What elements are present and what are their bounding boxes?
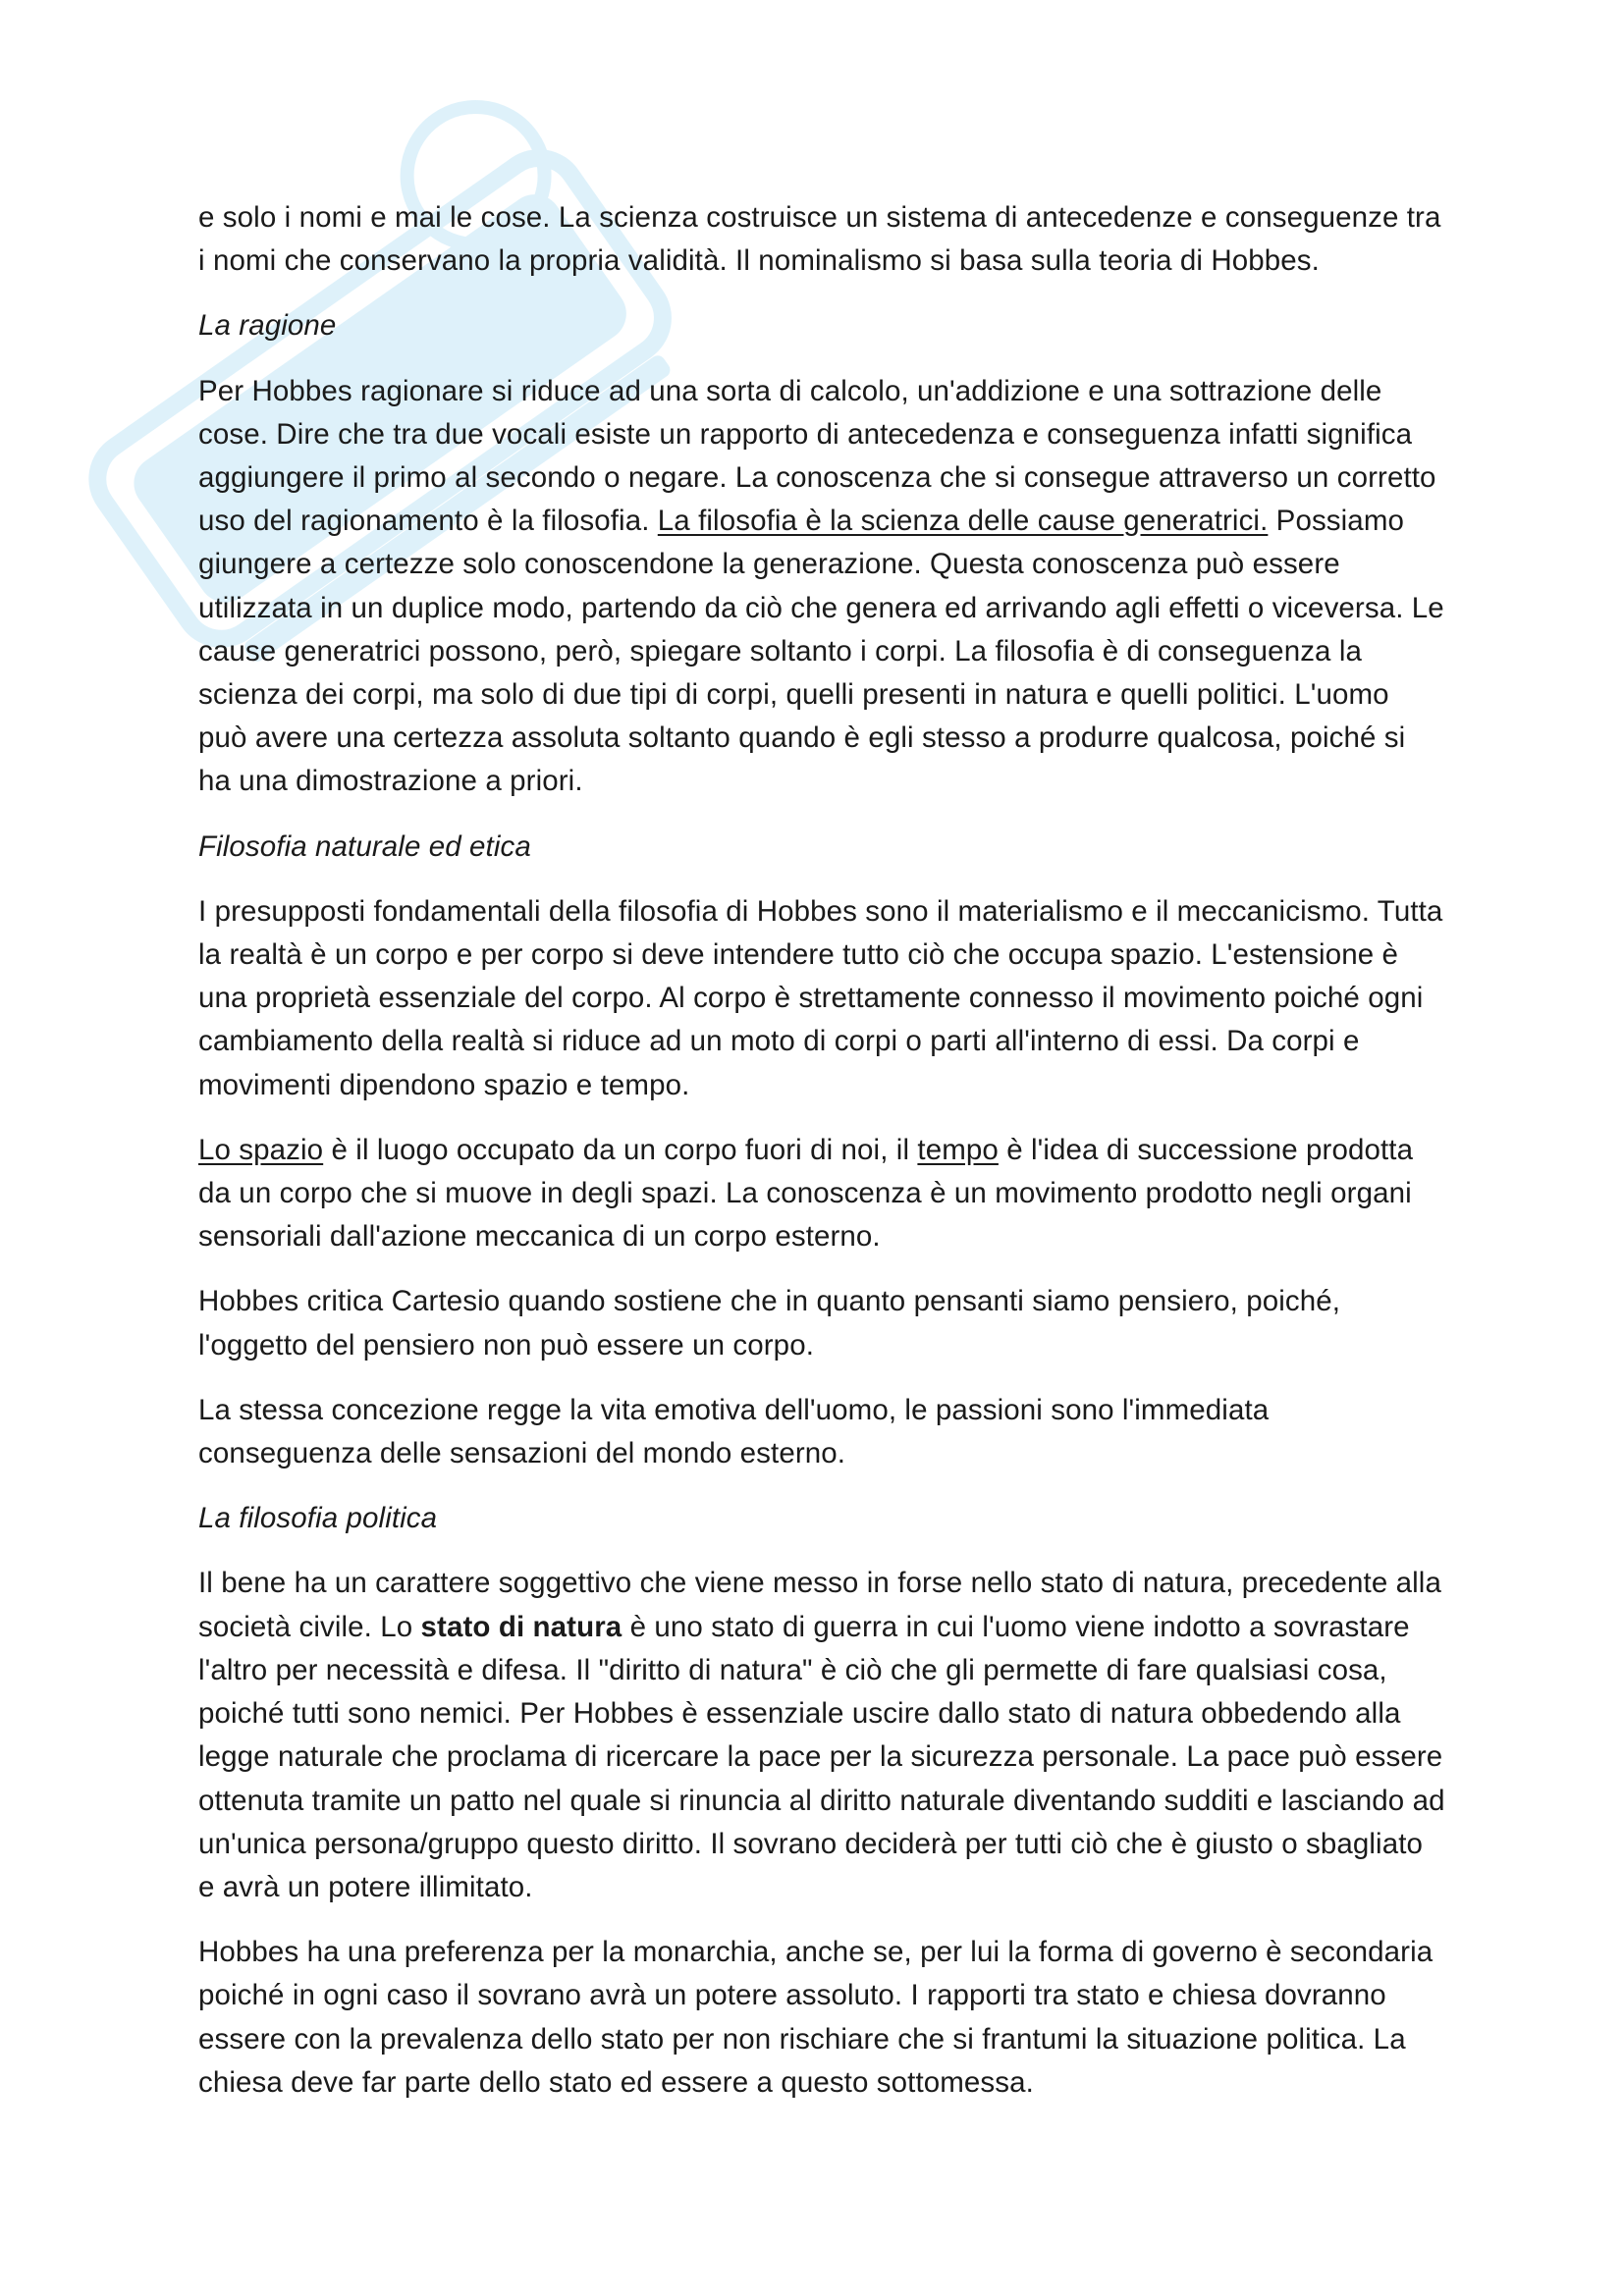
paragraph-cartesio: Hobbes critica Cartesio quando sostiene che in quanto pensanti siamo pensiero, poiché, l'oggetto del pensiero non può essere un corpo.	[198, 1285, 1341, 1362]
bold-text: stato di natura	[420, 1610, 622, 1643]
paragraph-intro: e solo i nomi e mai le cose. La scienza costruisce un sistema di antecedenze e conseguenze tra i nomi che conservano la propria validità. Il nominalismo si basa sulla teoria di Hobbes.	[198, 201, 1441, 278]
text-run: Il bene ha un carattere soggettivo che viene messo in forse nello stato di natura, precedente alla società civile. Lo	[198, 1567, 1441, 1643]
paragraph-stato-natura	[198, 1562, 1445, 1909]
heading-la-ragione: La ragione	[198, 309, 337, 343]
heading-filosofia-politica: La filosofia politica	[198, 1502, 438, 1535]
document-page	[198, 196, 1445, 2126]
paragraph-ragione	[198, 370, 1445, 804]
underlined-text: La filosofia è la scienza delle cause generatrici.	[657, 505, 1269, 538]
paragraph-filosofia-naturale: I presupposti fondamentali della filosofia di Hobbes sono il materialismo e il meccanicismo. Tutta la realtà è un corpo e per corpo si deve intendere tutto ciò che occupa spazio. L'estensione è una proprietà essenziale del corpo. Al corpo è strettamente connesso il movimento poiché ogni cambiamento della realtà si riduce ad un moto di corpi o parti all'interno di essi. Da corpi e movimenti dipendono spazio e tempo.	[198, 894, 1443, 1101]
text-run: è l'idea di successione prodotta da un corpo che si muove in degli spazi. La conoscenza è un movimento prodotto negli organi sensoriali dall'azione meccanica di un corpo esterno.	[198, 1133, 1414, 1254]
text-run: è il luogo occupato da un corpo fuori di noi, il	[323, 1133, 918, 1166]
text-run: è uno stato di guerra in cui l'uomo viene indotto a sovrastare l'altro per necessità e difesa. Il "diritto di natura" è ciò che gli permette di fare qualsiasi cosa, poiché tutti sono nemici. Per Hobbes è essenziale uscire dallo stato di natura obbedendo alla legge naturale che proclama di ricercare la pace per la sicurezza personale. La pace può essere ottenuta tramite un patto nel quale si rinuncia al diritto naturale diventando sudditi e lasciando ad un'unica persona/gruppo questo diritto. Il sovrano deciderà per tutti ciò che è giusto o sbagliato e avrà un potere illimitato.	[198, 1610, 1445, 1903]
paragraph-monarchia: Hobbes ha una preferenza per la monarchia, anche se, per lui la forma di governo è secondaria poiché in ogni caso il sovrano avrà un potere assoluto. I rapporti tra stato e chiesa dovranno essere con la prevalenza dello stato per non rischiare che si frantumi la situazione politica. La chiesa deve far parte dello stato ed essere a questo sottomessa.	[198, 1936, 1434, 2099]
paragraph-passioni: La stessa concezione regge la vita emotiva dell'uomo, le passioni sono l'immediata conseguenza delle sensazioni del mondo esterno.	[198, 1393, 1270, 1470]
text-run: Per Hobbes ragionare si riduce ad una sorta di calcolo, un'addizione e una sottrazione delle cose. Dire che tra due vocali esiste un rapporto di antecedenza e conseguenza infatti significa aggiungere il primo al secondo o negare. La conoscenza che si consegue attraverso un corretto uso del ragionamento è la filosofia.	[198, 374, 1436, 538]
paragraph-spazio-tempo	[198, 1129, 1445, 1259]
underlined-text: tempo	[917, 1133, 999, 1166]
underlined-text: Lo spazio	[198, 1133, 324, 1166]
heading-filosofia-naturale: Filosofia naturale ed etica	[198, 829, 531, 863]
text-run: Possiamo giungere a certezze solo conoscendone la generazione. Questa conoscenza può essere utilizzata in un duplice modo, partendo da ciò che genera ed arrivando agli effetti o viceversa. Le cause generatrici possono, però, spiegare soltanto i corpi. La filosofia è di conseguenza la scienza dei corpi, ma solo di due tipi di corpi, quelli presenti in natura e quelli politici. L'uomo può avere una certezza assoluta soltanto quando è egli stesso a produrre qualcosa, poiché si ha una dimostrazione a priori.	[198, 505, 1444, 798]
